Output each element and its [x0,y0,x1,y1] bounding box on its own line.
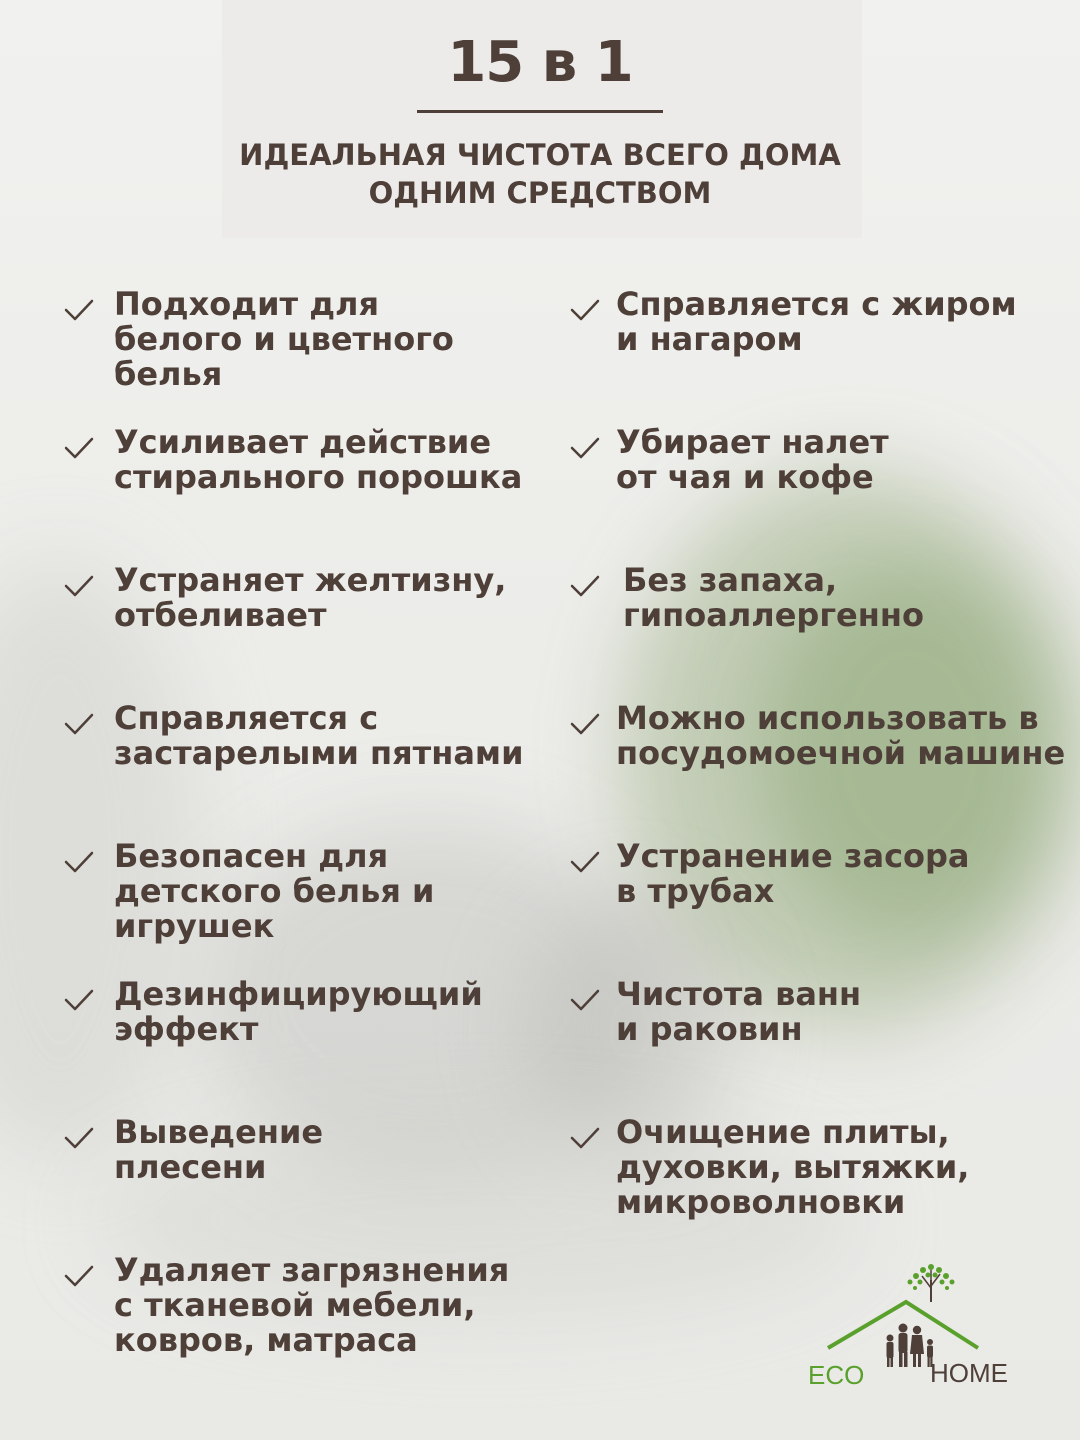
check-icon [64,1265,94,1287]
check-icon [570,437,600,459]
benefit-text [616,287,1036,357]
benefit-line: стирального порошка [114,458,523,496]
benefit-text [114,1253,534,1358]
benefit-text [616,425,1036,495]
check-icon [64,437,94,459]
benefit-text [114,701,534,771]
benefit-line: в трубах [616,872,775,910]
benefit-line: ковров, матраса [114,1321,418,1359]
check-icon [64,713,94,735]
benefit-line: Выведение [114,1113,324,1151]
benefit-line: Убирает налет [616,423,889,461]
subtitle-line: ИДЕАЛЬНАЯ ЧИСТОТА ВСЕГО ДОМА [239,138,841,172]
benefit-text [114,839,534,944]
check-icon [64,851,94,873]
page-subtitle [0,136,1080,212]
benefit-line: детского белья и [114,872,435,910]
benefit-line: с тканевой мебели, [114,1286,476,1324]
benefit-line: Устранение засора [616,837,970,875]
benefit-text [114,977,534,1047]
benefit-text [616,699,1066,772]
benefit-text [616,977,1036,1047]
benefit-line: посудомоечной машине [616,734,1066,772]
benefit-line: Подходит для [114,285,380,323]
benefit-line: духовки, вытяжки, [616,1148,970,1186]
benefit-line: Без запаха, [623,561,838,599]
check-icon [570,299,600,321]
benefit-line: и раковин [616,1010,803,1048]
tree-icon [908,1264,955,1302]
benefit-line: Устраняет желтизну, [114,561,507,599]
benefit-line: застарелыми пятнами [114,734,524,772]
benefit-line: Можно использовать в [616,699,1039,737]
benefit-line: белья [114,355,223,393]
family-icon [887,1324,934,1368]
check-icon [64,575,94,597]
check-icon [64,989,94,1011]
benefit-line: и нагаром [616,320,803,358]
title-divider [417,110,663,113]
page-title: 15 в 1 [447,30,633,95]
check-icon [570,575,600,597]
benefit-line: от чая и кофе [616,458,874,496]
benefit-text [114,287,534,392]
benefit-text [616,1115,1036,1220]
benefit-line: белого и цветного [114,320,454,358]
check-icon [570,851,600,873]
benefit-text [623,563,1043,633]
check-icon [570,989,600,1011]
check-icon [570,1127,600,1149]
benefit-line: плесени [114,1148,267,1186]
benefit-line: Дезинфицирующий [114,975,483,1013]
benefit-text [114,1115,534,1185]
benefit-line: эффект [114,1010,259,1048]
check-icon [64,1127,94,1149]
benefit-text [616,839,1036,909]
benefit-line: Безопасен для [114,837,389,875]
benefit-line: игрушек [114,907,275,945]
benefit-text [114,563,534,633]
benefit-line: микроволновки [616,1183,906,1221]
check-icon [64,299,94,321]
benefit-line: Очищение плиты, [616,1113,950,1151]
benefit-line: гипоаллергенно [623,596,924,634]
benefit-line: Усиливает действие [114,423,492,461]
benefit-line: Чистота ванн [616,975,862,1013]
subtitle-line: ОДНИМ СРЕДСТВОМ [368,176,712,210]
benefit-line: Справляется с [114,699,379,737]
benefit-text [114,425,534,495]
benefit-line: Удаляет загрязнения [114,1251,510,1289]
benefit-line: Справляется с жиром [616,285,1017,323]
logo-home-text: HOME [930,1358,1008,1388]
eco-home-logo [806,1262,1016,1392]
benefit-line: отбеливает [114,596,327,634]
check-icon [570,713,600,735]
logo-eco-text: ECO [808,1360,865,1390]
